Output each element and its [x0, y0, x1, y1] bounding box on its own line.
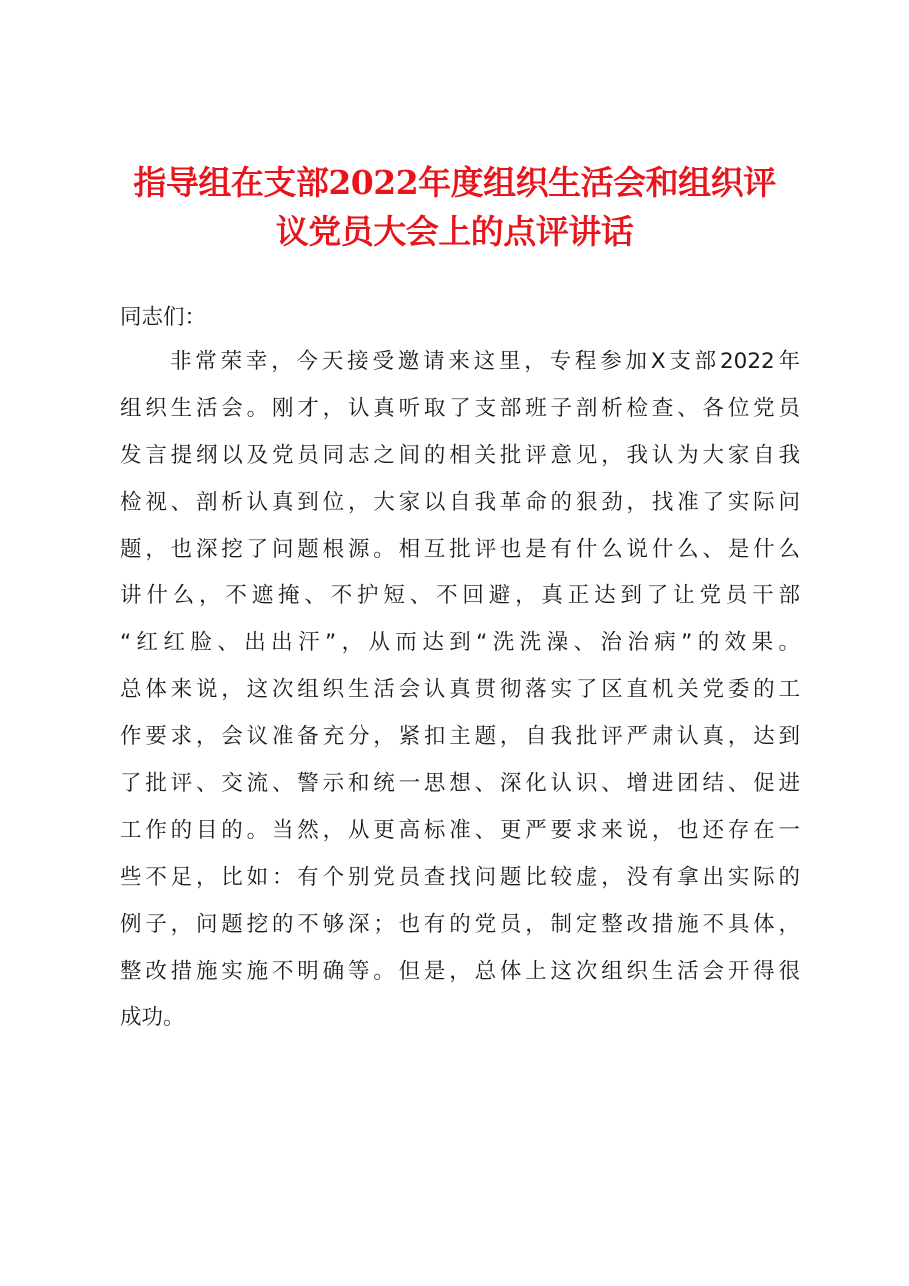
paragraph-line: 些不足，比如：有个别党员查找问题比较虚，没有拿出实际的 — [120, 864, 800, 890]
paragraph-line: 作要求，会议准备充分，紧扣主题，自我批评严肃认真，达到 — [120, 724, 800, 750]
document-title — [100, 158, 809, 256]
paragraph-line: 成功。 — [120, 1005, 185, 1031]
salutation: 同志们： — [120, 305, 207, 330]
paragraph-line: “红红脸、出出汗”，从而达到“洗洗澡、治治病”的效果。 — [120, 630, 800, 656]
paragraph-line: 了批评、交流、警示和统一思想、深化认识、增进团结、促进 — [120, 771, 800, 797]
body-paragraph — [120, 339, 800, 1042]
paragraph-line: 检视、剖析认真到位，大家以自我革命的狠劲，找准了实际问 — [120, 489, 800, 515]
paragraph-line: 例子，问题挖的不够深；也有的党员，制定整改措施不具体， — [120, 911, 800, 937]
paragraph-line: 工作的目的。当然，从更高标准、更严要求来说，也还存在一 — [120, 817, 800, 843]
paragraph-line: 讲什么，不遮掩、不护短、不回避，真正达到了让党员干部 — [120, 583, 800, 609]
paragraph-line: 总体来说，这次组织生活会认真贯彻落实了区直机关党委的工 — [120, 677, 800, 703]
document-body — [120, 296, 800, 1042]
paragraph-line: 组织生活会。刚才，认真听取了支部班子剖析检查、各位党员 — [120, 395, 800, 421]
paragraph-line: 非常荣幸，今天接受邀请来这里，专程参加X支部2022年 — [170, 349, 800, 374]
title-line-1: 指导组在支部2022年度组织生活会和组织评 — [133, 163, 776, 202]
paragraph-line: 整改措施实施不明确等。但是，总体上这次组织生活会开得很 — [120, 958, 800, 984]
title-line-2: 议党员大会上的点评讲话 — [275, 212, 634, 251]
paragraph-line: 题，也深挖了问题根源。相互批评也是有什么说什么、是什么 — [120, 536, 800, 562]
paragraph-line: 发言提纲以及党员同志之间的相关批评意见，我认为大家自我 — [120, 442, 800, 468]
